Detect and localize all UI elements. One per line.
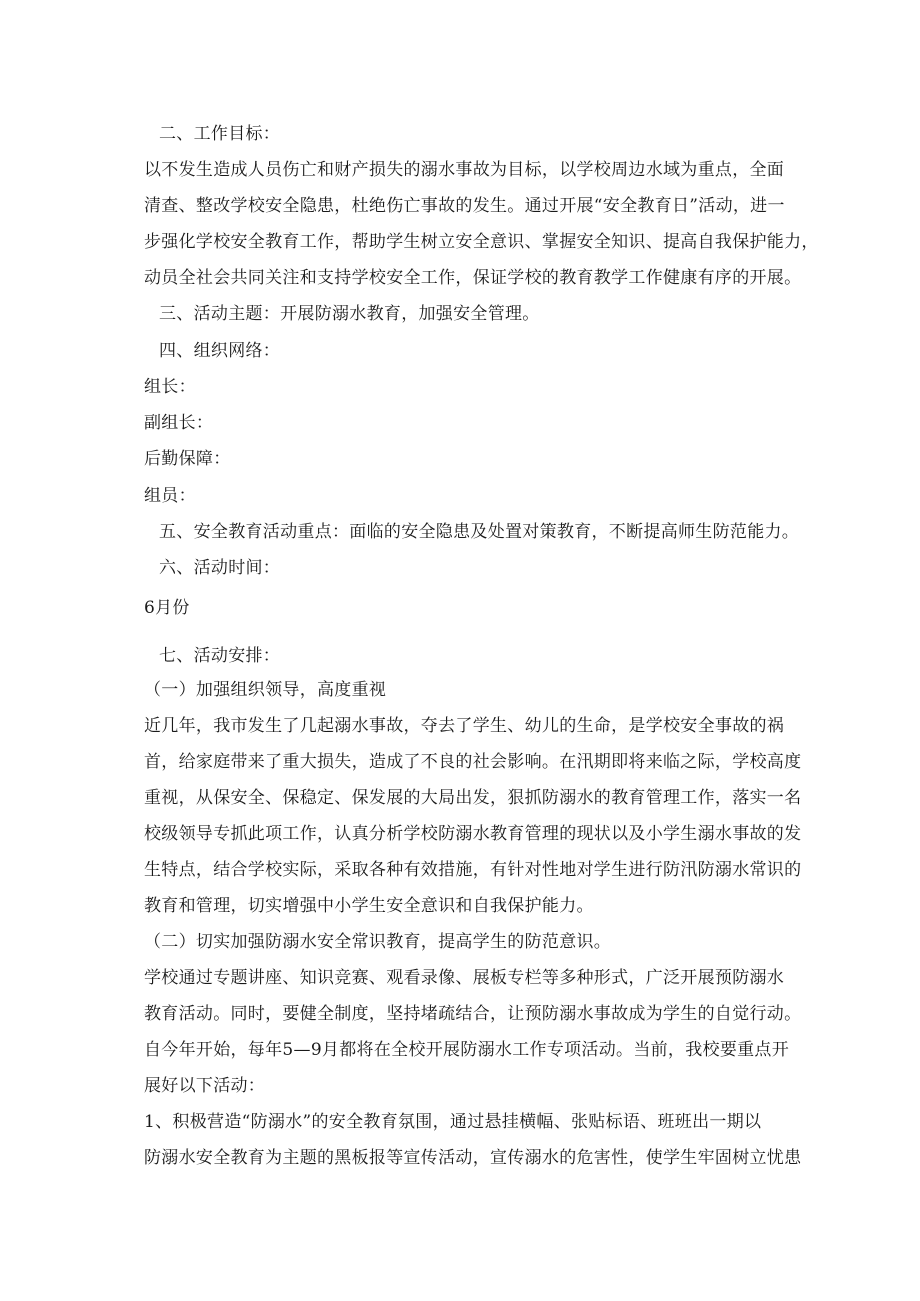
paragraph-line: 近几年，我市发生了几起溺水事故，夺去了学生、幼儿的生命，是学校安全事故的祸	[144, 716, 785, 736]
paragraph-line: 学校通过专题讲座、知识竞赛、观看录像、展板专栏等多种形式，广泛开展预防溺水	[144, 968, 785, 988]
section-heading-time: 六、活动时间：	[159, 558, 281, 578]
list-item-1-line: 1、积极营造“防溺水”的安全教育氛围，通过悬挂横幅、张贴标语、班班出一期以	[144, 1112, 762, 1132]
paragraph-line: 生特点，结合学校实际，采取各种有效措施，有针对性地对学生进行防汛防溺水常识的	[144, 860, 802, 880]
section-heading-goals: 二、工作目标：	[159, 124, 281, 144]
list-item-1-line: 防溺水安全教育为主题的黑板报等宣传活动，宣传溺水的危害性，使学生牢固树立忧患	[144, 1148, 802, 1168]
paragraph-line: 以不发生造成人员伤亡和财产损失的溺水事故为目标，以学校周边水域为重点，全面	[144, 160, 785, 180]
subsection-heading-education: （二）切实加强防溺水安全常识教育，提高学生的防范意识。	[144, 932, 612, 952]
paragraph-line: 校级领导专抓此项工作，认真分析学校防溺水教育管理的现状以及小学生溺水事故的发	[144, 824, 802, 844]
paragraph-line: 动员全社会共同关注和支持学校安全工作，保证学校的教育教学工作健康有序的开展。	[144, 268, 802, 288]
section-heading-focus: 五、安全教育活动重点：面临的安全隐患及处置对策教育，不断提高师生防范能力。	[159, 522, 800, 542]
paragraph-line: 步强化学校安全教育工作，帮助学生树立安全意识、掌握安全知识、提高自我保护能力，	[144, 232, 819, 252]
role-members: 组员：	[144, 486, 196, 506]
role-leader: 组长：	[144, 377, 196, 397]
role-logistics: 后勤保障：	[144, 449, 231, 469]
paragraph-line: 教育活动。同时，要健全制度，坚持堵疏结合，让预防溺水事故成为学生的自觉行动。	[144, 1004, 802, 1024]
paragraph-line: 重视，从保安全、保稳定、保发展的大局出发，狠抓防溺水的教育管理工作，落实一名	[144, 788, 802, 808]
section-heading-organization: 四、组织网络：	[159, 341, 281, 361]
paragraph-line: 清查、整改学校安全隐患，杜绝伤亡事故的发生。通过开展“安全教育日”活动，进一	[144, 196, 785, 216]
subsection-heading-leadership: （一）加强组织领导，高度重视	[144, 680, 387, 700]
role-deputy-leader: 副组长：	[144, 413, 214, 433]
paragraph-line: 自今年开始，每年5—9月都将在全校开展防溺水工作专项活动。当前，我校要重点开	[144, 1040, 790, 1060]
section-heading-arrangements: 七、活动安排：	[159, 646, 281, 666]
paragraph-line: 首，给家庭带来了重大损失，造成了不良的社会影响。在汛期即将来临之际，学校高度	[144, 752, 802, 772]
section-heading-theme: 三、活动主题：开展防溺水教育，加强安全管理。	[159, 304, 540, 324]
paragraph-line: 教育和管理，切实增强中小学生安全意识和自我保护能力。	[144, 896, 594, 916]
activity-month: 6月份	[144, 598, 190, 618]
paragraph-line: 展好以下活动：	[144, 1076, 266, 1096]
